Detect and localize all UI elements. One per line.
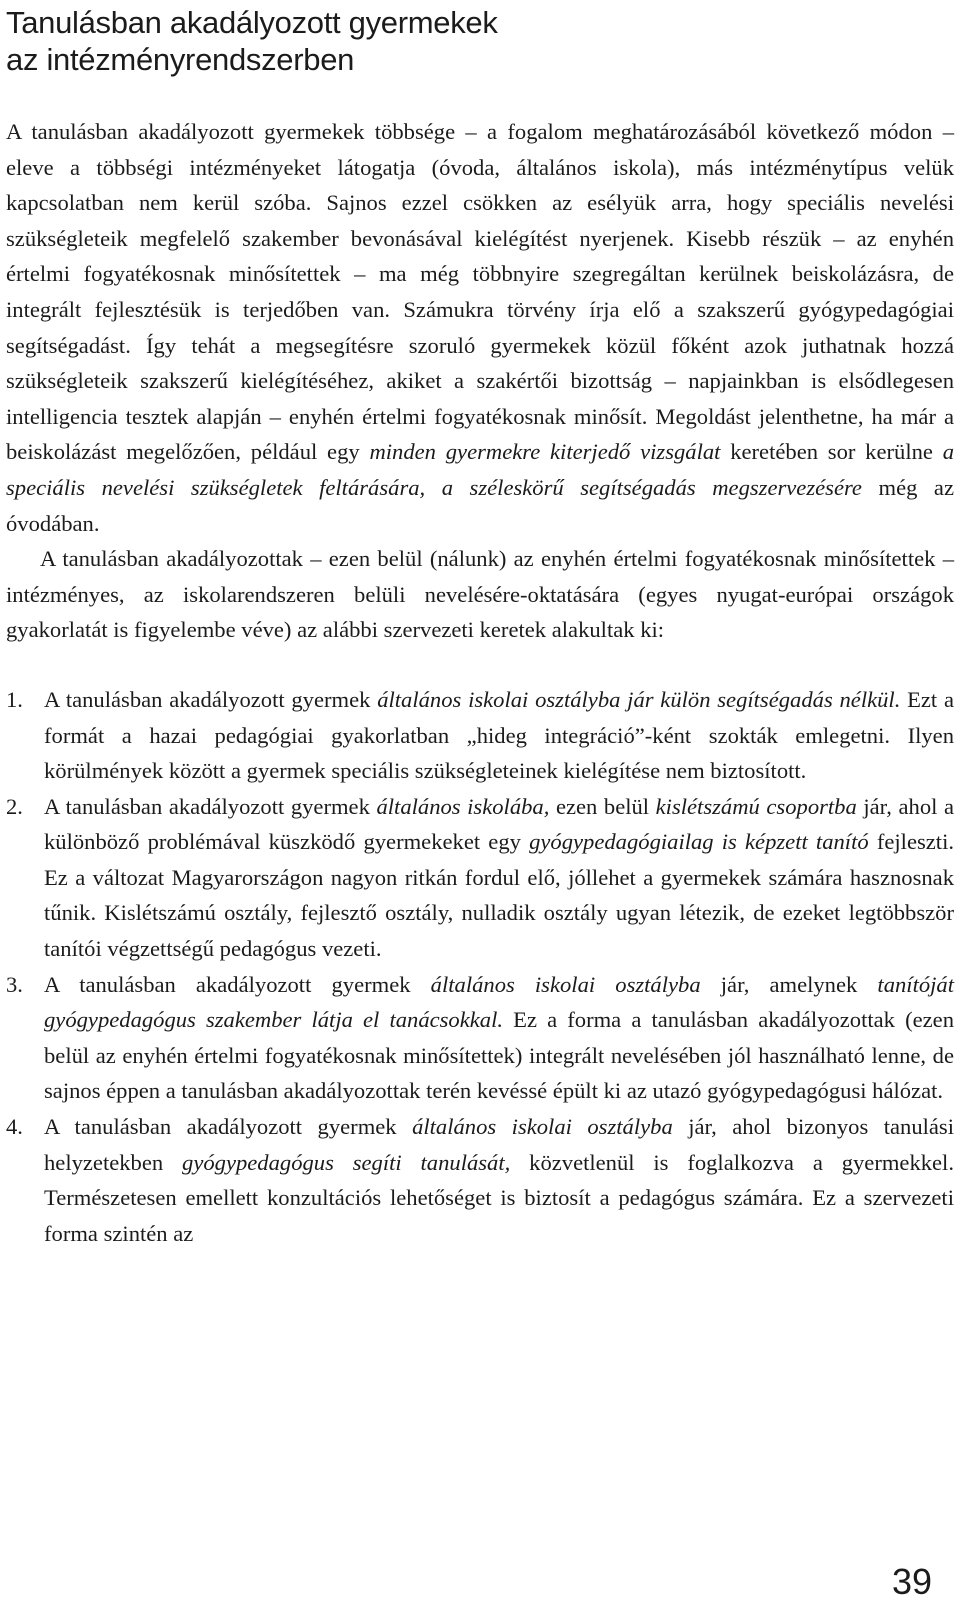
paragraph-frameworks: A tanulásban akadályozottak – ezen belül (nálunk) az enyhén értelmi fogyatékosnak minősítettek – intézményes, az iskolarendszeren belüli nevelésére-oktatására (egyes nyugat-európai országok gyakorlatát is figyelembe véve) az alábbi szervezeti keretek alakultak ki: (6, 546, 954, 643)
list-number: 3. (6, 971, 23, 997)
text-run: még az óvodában. (6, 474, 954, 536)
text-run: közvetlenül is foglalkozva a gyermekkel. Természetesen emellett konzultációs lehetőséget is biztosít a pedagógus számára. Ez a szervezeti forma szintén az (44, 1149, 954, 1246)
list-number: 4. (6, 1114, 23, 1140)
text-run: fejleszti. Ez a változat Magyarországon nagyon ritkán fordul elő, jóllehet a gyermekek számára hasznosnak tűnik. Kislétszámú osztály, fejlesztő osztály, nulladik osztály ugyan létezik, de ezeket legtöbbször tanítói végzettségű pedagógus vezeti. (44, 829, 954, 962)
list-number: 2. (6, 793, 23, 819)
body-text (6, 114, 954, 1251)
italic-run: általános iskolai osztályba jár külön segítségadás nélkül. (377, 686, 901, 712)
italic-run: gyógypedagógiailag is képzett tanító (529, 829, 869, 855)
text-run: jár, amelynek (700, 971, 878, 997)
text-run: A tanulásban akadályozott gyermek (44, 971, 431, 997)
text-run: A tanulásban akadályozott gyermek (44, 793, 377, 819)
chapter-title (6, 4, 498, 78)
chapter-title-line-2: az intézményrendszerben (6, 42, 355, 77)
italic-run: általános iskolába, (376, 793, 550, 819)
text-run: ezen belül (549, 793, 656, 819)
italic-run: gyógypedagógus segíti tanulását, (182, 1149, 511, 1175)
text-run: jár, ahol bizonyos tanulási helyzetekben (44, 1114, 954, 1175)
italic-run: általános iskolai osztályba (430, 971, 701, 997)
list-item (6, 1109, 954, 1251)
framework-list (6, 682, 954, 1252)
text-run: A tanulásban akadályozott gyermek (44, 1114, 413, 1140)
italic-run: a speciális nevelési szükségletek feltárására, a széleskörű segítségadás megszervezésére (6, 439, 954, 500)
list-item (6, 789, 954, 967)
list-item (6, 682, 954, 789)
text-run: jár, ahol a különböző problémával küszködő gyermekeket egy (44, 793, 955, 855)
chapter-title-line-1: Tanulásban akadályozott gyermekek (6, 5, 498, 40)
italic-run: általános iskolai osztályba (412, 1114, 673, 1140)
italic-run: minden gyermekre kiterjedő vizsgálat (369, 439, 721, 465)
list-item (6, 967, 954, 1109)
italic-run: tanítóját gyógypedagógus szakember látja el tanácsokkal. (44, 971, 954, 1033)
page-number: 39 (891, 1561, 932, 1602)
text-run: A tanulásban akadályozott gyermekek többsége – a fogalom meghatározásából következő módon – eleve a többségi intézményeket látogatja (óvoda, általános iskola), más intézménytípus velük kapcsolatban nem kerül szóba. Sajnos ezzel csökken az esélyük arra, hogy speciális nevelési szükségleteik megfelelő szakember bevonásával kielégítést nyerjenek. Kisebb részük – az enyhén értelmi fogyatékosnak minősítettek – ma még többnyire szegregáltan kerülnek beiskolázásra, de integrált fejlesztésük is terjedőben van. Számukra törvény írja elő a szakszerű gyógypedagógiai segítségadást. Így tehát a megsegítésre szoruló gyermekek közül főként azok juthatnak hozzá szükségleteik szakszerű kielégítéséhez, akiket a szakértői bizottság – napjainkban is elsődlegesen intelligencia tesztek alapján – enyhén értelmi fogyatékosnak minősít. Megoldást jelenthetne, ha már a beiskolázást megelőzően, például egy (6, 119, 954, 465)
text-run: Ezt a formát a hazai pedagógiai gyakorlatban „hideg integráció”-ként szokták emlegetni. Ilyen körülmények között a gyermek speciális szükségleteinek kielégítése nem biztosított. (44, 686, 954, 784)
text-run: keretében sor kerülne (720, 439, 943, 465)
italic-run: kislétszámú csoportba (655, 793, 857, 819)
list-number: 1. (6, 686, 23, 712)
text-run: A tanulásban akadályozott gyermek (44, 686, 378, 712)
paragraph-intro (6, 114, 954, 541)
text-run: Ez a forma a tanulásban akadályozottak (ezen belül az enyhén értelmi fogyatékosnak minősítettek) integrált nevelésében jól használható lenne, de sajnos éppen a tanulásban akadályozottak terén kevéssé épült ki az utazó gyógypedagógusi hálózat. (44, 1007, 954, 1104)
